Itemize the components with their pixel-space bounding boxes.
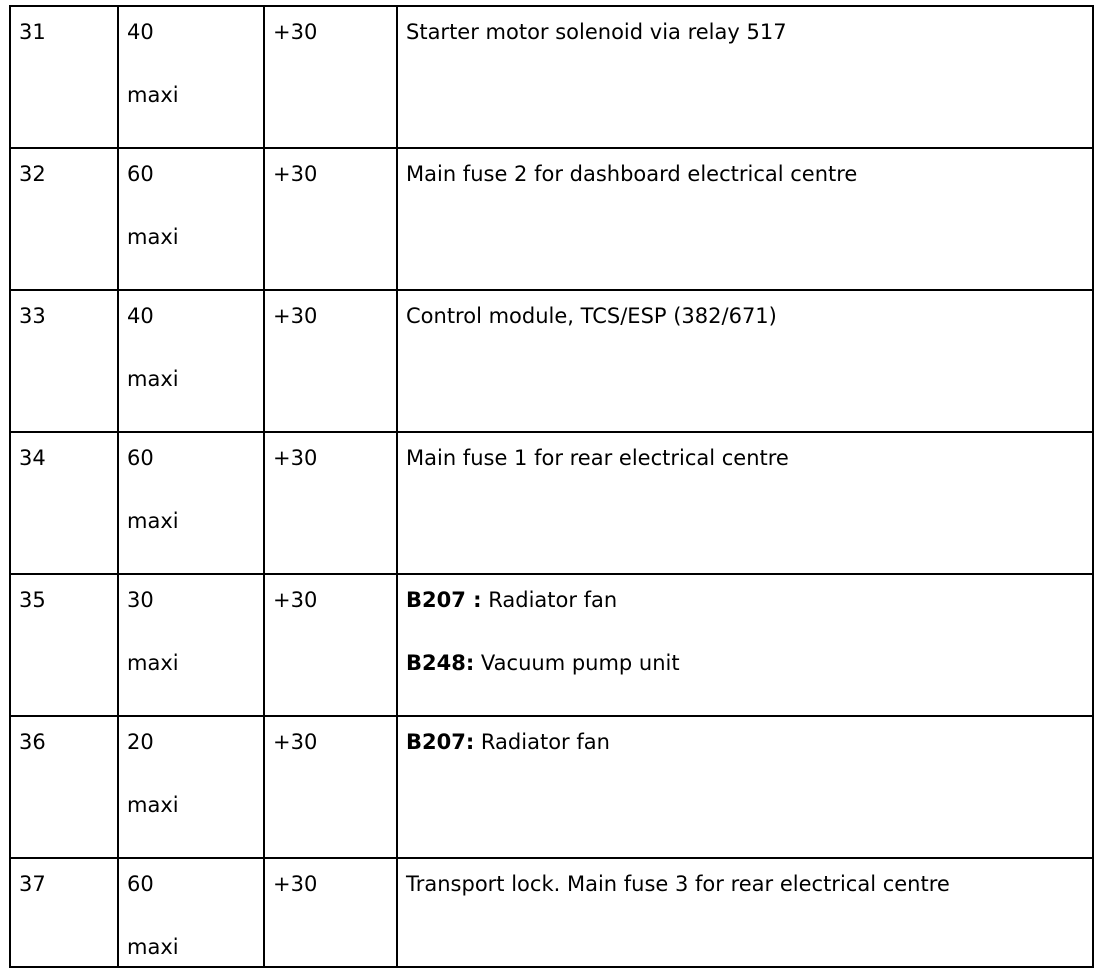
description-text: Control module, TCS/ESP (382/671) xyxy=(406,304,777,328)
fuse-number: 36 xyxy=(19,730,46,754)
fuse-amperage: 60 xyxy=(127,162,154,186)
fuse-rating-cell xyxy=(118,574,264,716)
fuse-number: 31 xyxy=(19,20,46,44)
fuse-number-cell xyxy=(10,716,118,858)
description-text: Radiator fan xyxy=(474,730,610,754)
supply-terminal: +30 xyxy=(273,162,318,186)
description-text: Transport lock. Main fuse 3 for rear electrical centre xyxy=(406,872,950,896)
description-text: Vacuum pump unit xyxy=(474,651,680,675)
table-row xyxy=(10,574,1093,716)
supply-cell xyxy=(264,432,397,574)
description-line xyxy=(406,445,1092,471)
fuse-amperage: 40 xyxy=(127,304,154,328)
description-line xyxy=(406,587,1092,613)
supply-terminal: +30 xyxy=(273,20,318,44)
supply-terminal: +30 xyxy=(273,304,318,328)
fuse-type: maxi xyxy=(127,83,179,107)
table-row xyxy=(10,148,1093,290)
supply-cell xyxy=(264,290,397,432)
fuse-type: maxi xyxy=(127,509,179,533)
fuse-number-cell xyxy=(10,290,118,432)
description-text: Starter motor solenoid via relay 517 xyxy=(406,20,787,44)
description-text: Main fuse 2 for dashboard electrical centre xyxy=(406,162,858,186)
fuse-number: 35 xyxy=(19,588,46,612)
fuse-number: 32 xyxy=(19,162,46,186)
table-row xyxy=(10,716,1093,858)
fuse-table xyxy=(9,5,1094,968)
table-row xyxy=(10,290,1093,432)
fuse-number-cell xyxy=(10,574,118,716)
description-line xyxy=(406,650,1092,676)
fuse-number-cell xyxy=(10,858,118,967)
description-line xyxy=(406,161,1092,187)
description-line xyxy=(406,871,1092,897)
fuse-number: 34 xyxy=(19,446,46,470)
supply-cell xyxy=(264,716,397,858)
table-row xyxy=(10,432,1093,574)
supply-terminal: +30 xyxy=(273,730,318,754)
fuse-amperage: 30 xyxy=(127,588,154,612)
fuse-amperage: 40 xyxy=(127,20,154,44)
supply-terminal: +30 xyxy=(273,872,318,896)
fuse-amperage: 20 xyxy=(127,730,154,754)
supply-cell xyxy=(264,858,397,967)
description-cell xyxy=(397,574,1093,716)
description-line xyxy=(406,19,1092,45)
fuse-type: maxi xyxy=(127,793,179,817)
component-code: B207 : xyxy=(406,588,482,612)
supply-cell xyxy=(264,6,397,148)
fuse-table-body xyxy=(10,6,1093,967)
description-line xyxy=(406,303,1092,329)
fuse-rating-cell xyxy=(118,148,264,290)
supply-cell xyxy=(264,148,397,290)
component-code: B207: xyxy=(406,730,475,754)
fuse-amperage: 60 xyxy=(127,872,154,896)
fuse-number-cell xyxy=(10,432,118,574)
description-cell xyxy=(397,148,1093,290)
fuse-amperage: 60 xyxy=(127,446,154,470)
fuse-type: maxi xyxy=(127,651,179,675)
description-text: Main fuse 1 for rear electrical centre xyxy=(406,446,789,470)
description-cell xyxy=(397,290,1093,432)
fuse-number: 33 xyxy=(19,304,46,328)
fuse-type: maxi xyxy=(127,367,179,391)
fuse-rating-cell xyxy=(118,290,264,432)
fuse-type: maxi xyxy=(127,225,179,249)
fuse-number: 37 xyxy=(19,872,46,896)
description-line xyxy=(406,729,1092,755)
fuse-number-cell xyxy=(10,148,118,290)
table-row xyxy=(10,6,1093,148)
supply-cell xyxy=(264,574,397,716)
fuse-rating-cell xyxy=(118,432,264,574)
fuse-rating-cell xyxy=(118,858,264,967)
supply-terminal: +30 xyxy=(273,588,318,612)
description-cell xyxy=(397,432,1093,574)
description-cell xyxy=(397,858,1093,967)
description-text: Radiator fan xyxy=(481,588,618,612)
fuse-number-cell xyxy=(10,6,118,148)
supply-terminal: +30 xyxy=(273,446,318,470)
component-code: B248: xyxy=(406,651,475,675)
fuse-rating-cell xyxy=(118,6,264,148)
table-row xyxy=(10,858,1093,967)
fuse-type: maxi xyxy=(127,935,179,959)
fuse-rating-cell xyxy=(118,716,264,858)
description-cell xyxy=(397,716,1093,858)
description-cell xyxy=(397,6,1093,148)
